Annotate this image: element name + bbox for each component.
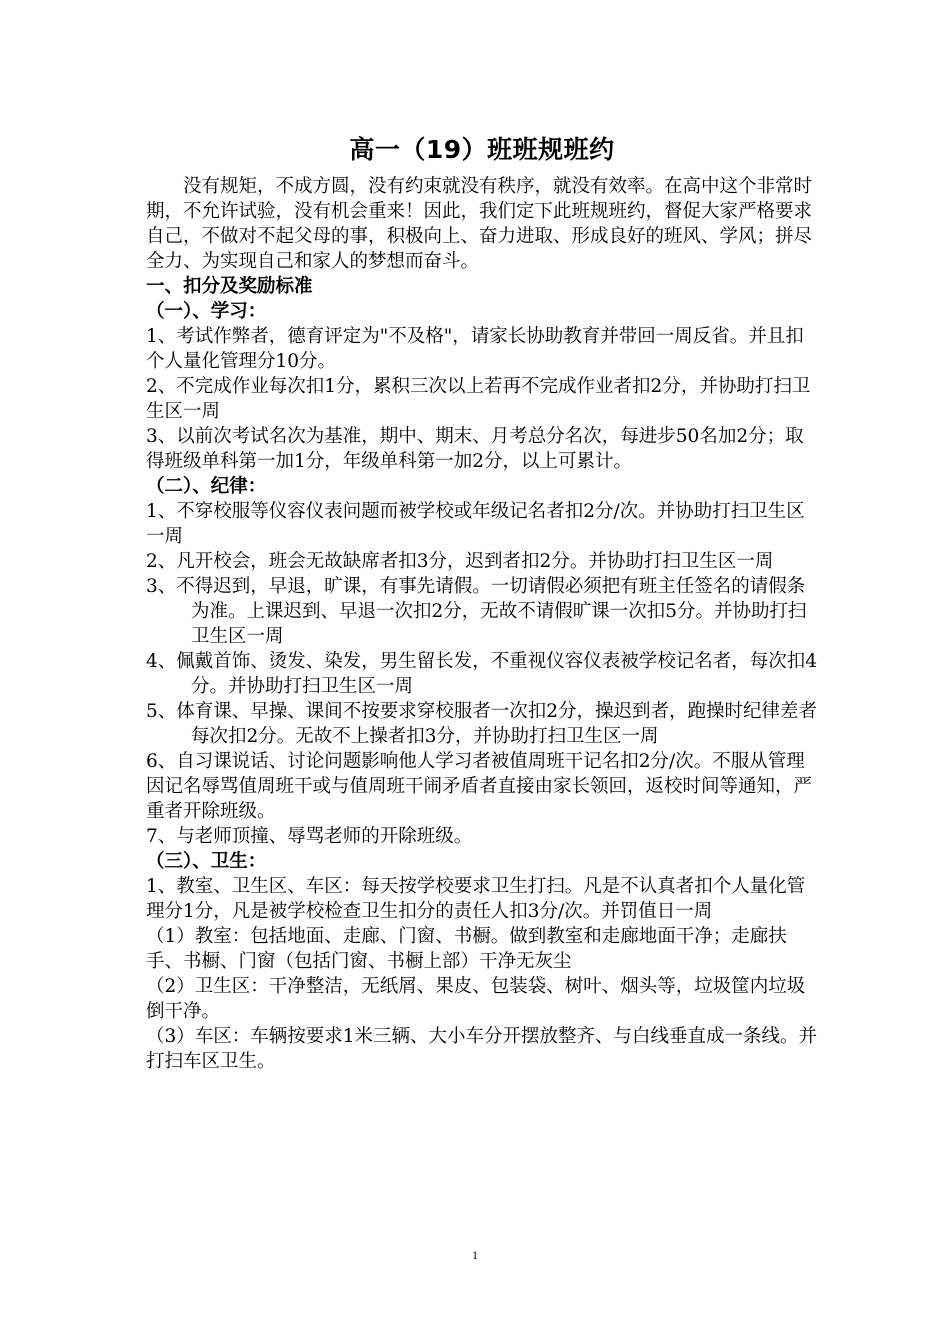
page-number: 1 — [472, 1248, 478, 1262]
discipline-rule-3: 3、不得迟到，早退，旷课，有事先请假。一切请假必须把有班主任签名的请假条为准。上课迟到、早退一次扣2分，无故不请假旷课一次扣5分。并协助打扫卫生区一周 — [146, 576, 807, 647]
hygiene-rule-1: 1、教室、卫生区、车区：每天按学校要求卫生打扫。凡是不认真者扣个人量化管理分1分，凡是被学校检查卫生扣分的责任人扣3分/次。并罚值日一周 — [146, 876, 806, 922]
study-rule-3: 3、以前次考试名次为基准，期中、期末、月考总分名次，每进步50名加2分；取得班级单科第一加1分，年级单科第一加2分，以上可累计。 — [146, 426, 804, 472]
hygiene-rule-bike-area: （3）车区：车辆按要求1米三辆、大小车分开摆放整齐、与白线垂直成一条线。并打扫车区卫生。 — [146, 1026, 818, 1072]
discipline-rule-2: 2、凡开校会，班会无故缺席者扣3分，迟到者扣2分。并协助打扫卫生区一周 — [146, 551, 774, 572]
subsection-heading-study: （一）、学习： — [146, 301, 267, 322]
discipline-rule-1: 1、不穿校服等仪容仪表问题而被学校或年级记名者扣2分/次。并协助打扫卫生区一周 — [146, 501, 805, 547]
hygiene-rule-classroom: （1）教室：包括地面、走廊、门窗、书橱。做到教室和走廊地面干净；走廊扶手、书橱、门窗（包括门窗、书橱上部）干净无灰尘 — [146, 926, 787, 972]
section-heading-deduction-reward: 一、扣分及奖励标准 — [146, 276, 313, 297]
document-page — [146, 128, 818, 1074]
study-rule-1: 1、考试作弊者，德育评定为"不及格"，请家长协助教育并带回一周反省。并且扣个人量化管理分10分。 — [146, 326, 804, 372]
intro-paragraph: 没有规矩，不成方圆，没有约束就没有秩序，就没有效率。在高中这个非常时期，不允许试验，没有机会重来！因此，我们定下此班规班约，督促大家严格要求自己，不做对不起父母的事，积极向上、奋力进取、形成良好的班风、学风；拼尽全力、为实现自己和家人的梦想而奋斗。 — [146, 176, 813, 272]
discipline-rule-5: 5、体育课、早操、课间不按要求穿校服者一次扣2分，操迟到者，跑操时纪律差者每次扣2分。无故不上操者扣3分，并协助打扫卫生区一周 — [146, 701, 818, 747]
subsection-heading-discipline: （二）、纪律： — [146, 476, 267, 497]
subsection-heading-hygiene: （三）、卫生： — [146, 851, 267, 872]
discipline-rule-7: 7、与老师顶撞、辱骂老师的开除班级。 — [146, 826, 473, 847]
hygiene-rule-area: （2）卫生区：干净整洁，无纸屑、果皮、包装袋、树叶、烟头等，垃圾筐内垃圾倒干净。 — [146, 976, 806, 1022]
discipline-rule-6: 6、自习课说话、讨论问题影响他人学习者被值周班干记名扣2分/次。不服从管理因记名辱骂值周班干或与值周班干闹矛盾者直接由家长领回，返校时间等通知，严重者开除班级。 — [146, 751, 813, 822]
page-title: 高一（19）班班规班约 — [349, 135, 615, 164]
study-rule-2: 2、不完成作业每次扣1分，累积三次以上若再不完成作业者扣2分，并协助打扫卫生区一周 — [146, 376, 811, 422]
discipline-rule-4: 4、佩戴首饰、烫发、染发，男生留长发，不重视仪容仪表被学校记名者，每次扣4分。并协助打扫卫生区一周 — [146, 651, 818, 697]
